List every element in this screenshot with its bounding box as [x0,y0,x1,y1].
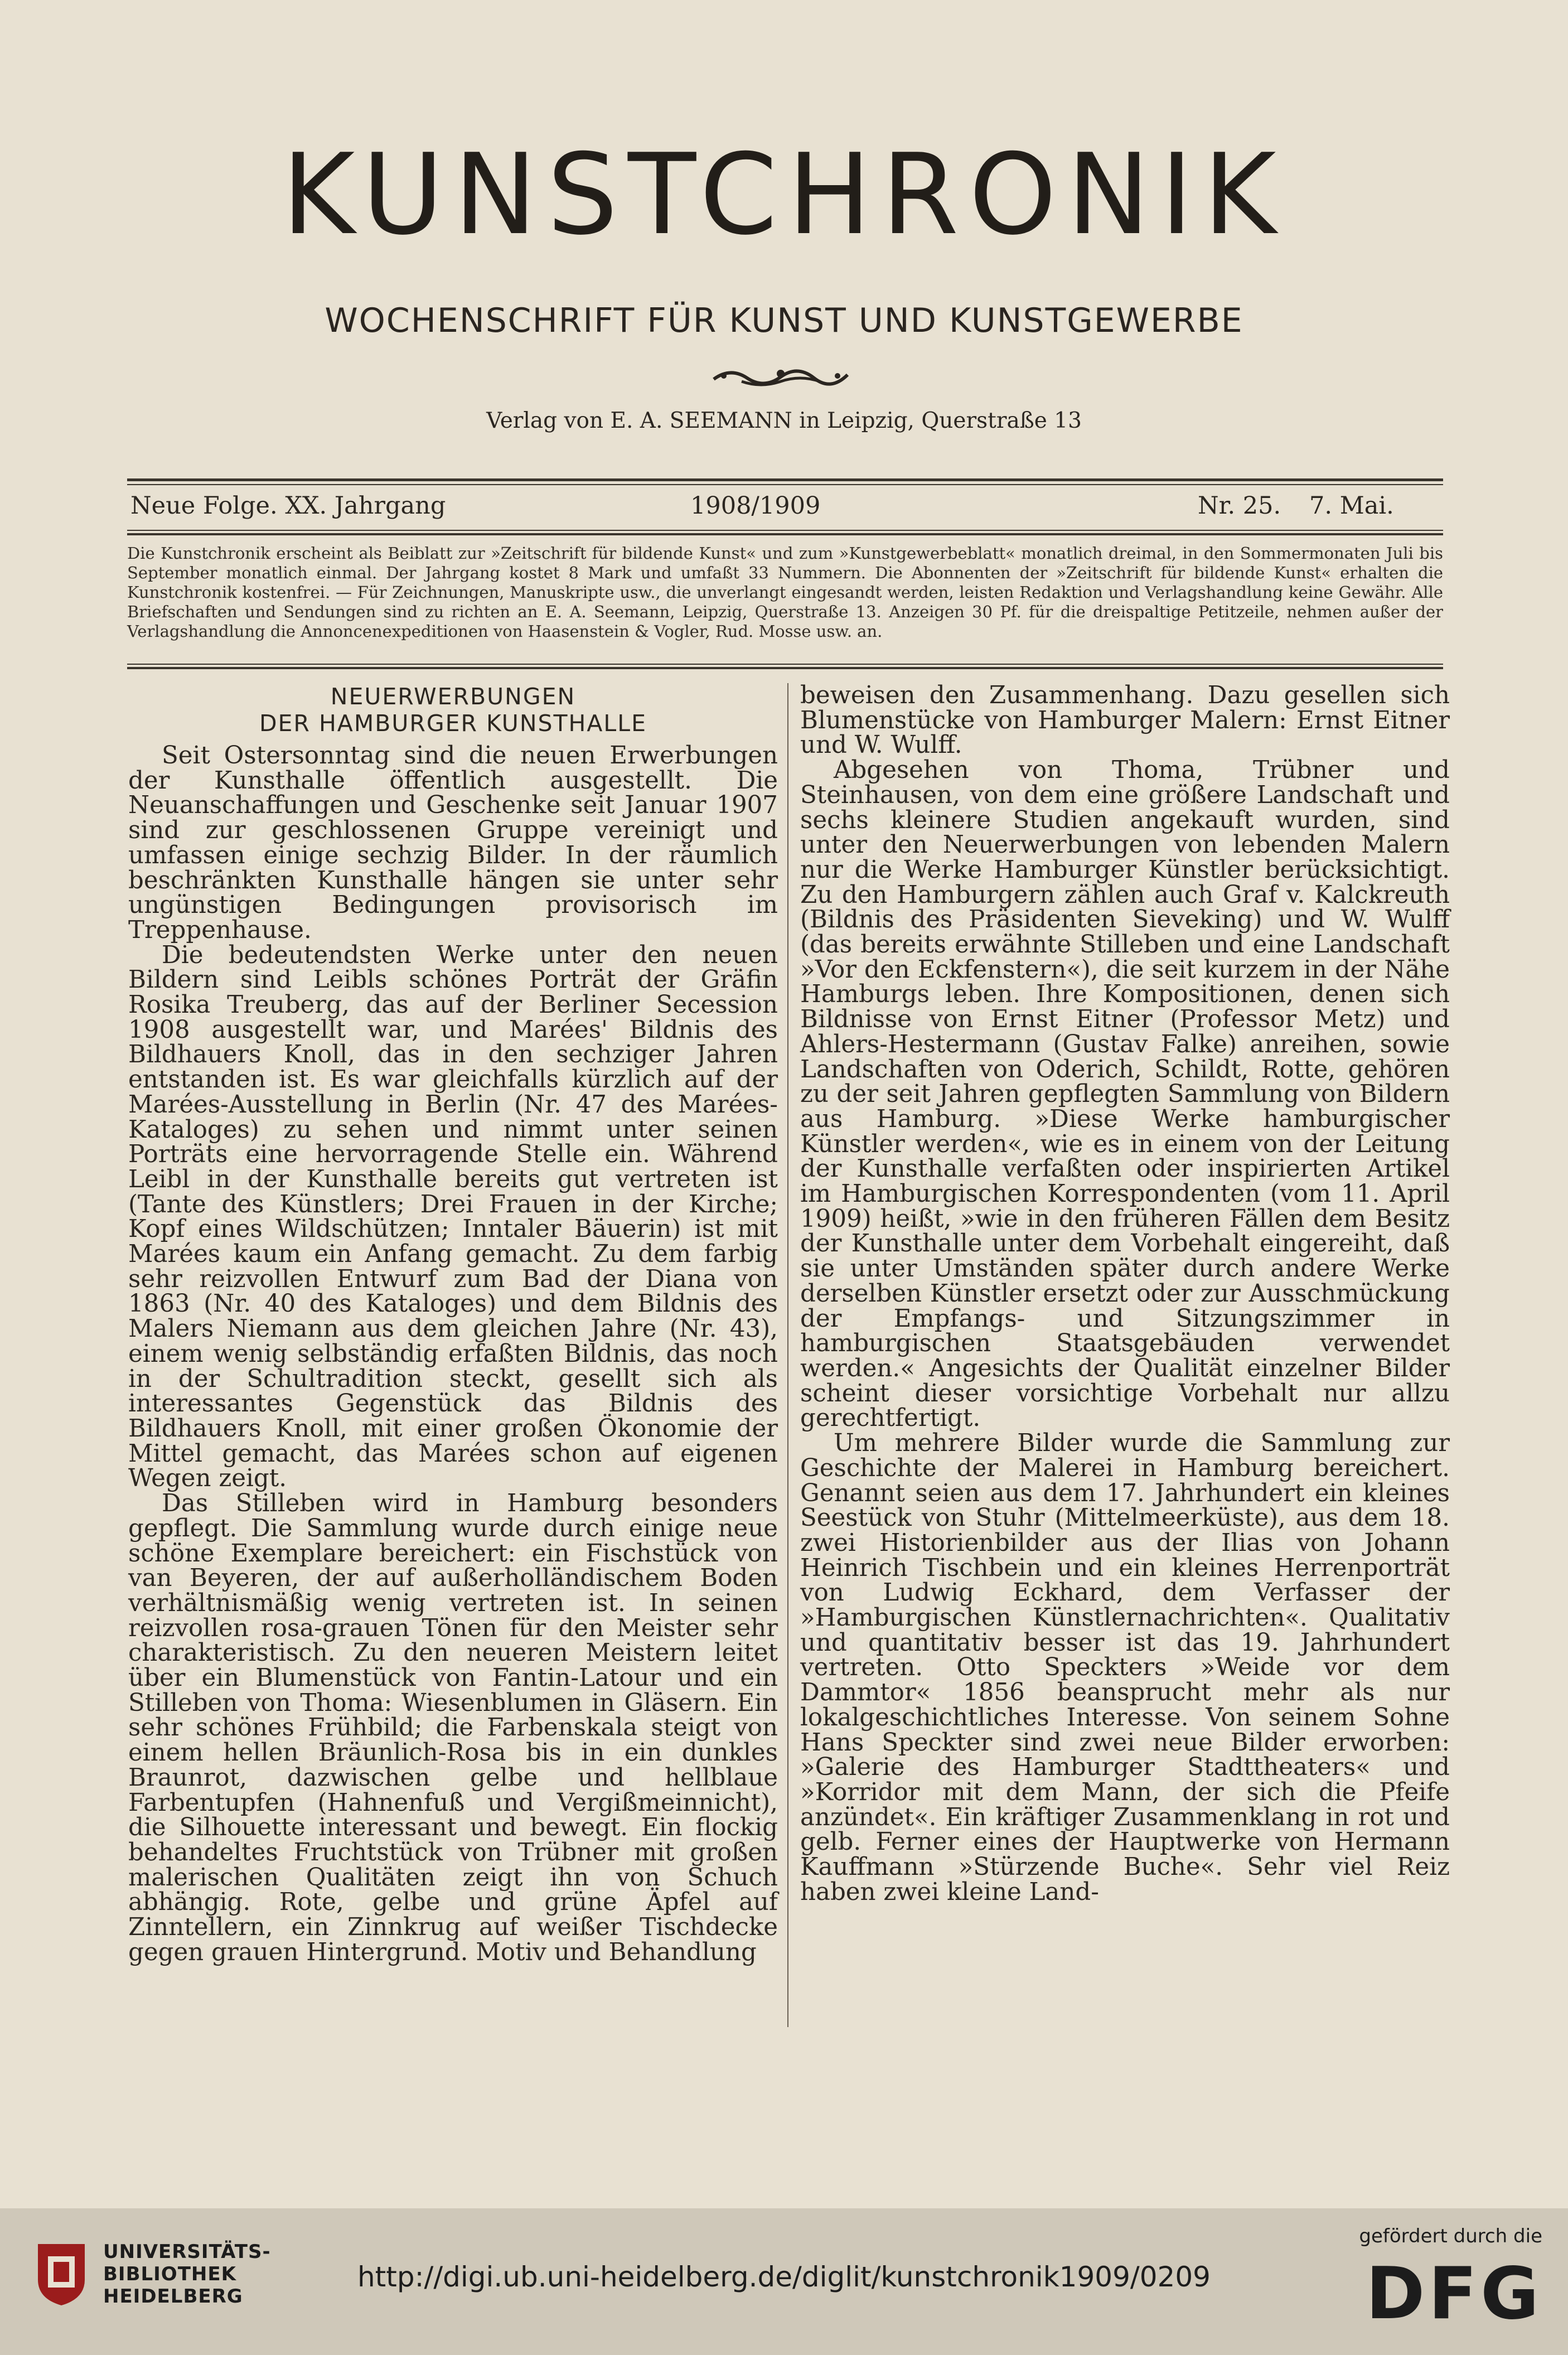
dfg-logo: DFG [1366,2252,1542,2335]
divider [127,664,1443,665]
issue-number: Nr. 25. [1198,492,1281,520]
subscription-notice: Die Kunstchronik erscheint als Beiblatt zur »Zeitschrift für bildende Kunst« und zum »Kunstgewerbeblatt« monatlich dreimal, in den Sommermonaten Juli bis September monatlich einmal. Der Jahrgang kostet 8 Mark und umfaßt 33 Nummern. Die Abonnenten der »Zeitschrift für bildende Kunst« erhalten die Kunstchronik kostenfrei. — Für Zeichnungen, Manuskripte usw., die unverlangt eingesandt werden, leisten Redaktion und Verlagshandlung keine Gewähr. Alle Briefschaften und Sendungen sind zu richten an E. A. Seemann, Leipzig, Querstraße 13. Anzeigen 30 Pf. für die dreispaltige Petitzeile, nehmen außer der Verlagshandlung die Annoncenexpeditionen von Haasenstein & Vogler, Rud. Mosse usw. an. [127,544,1443,641]
article-heading-line2: DER HAMBURGER KUNSTHALLE [259,710,647,737]
publisher-line: Verlag von E. A. SEEMANN in Leipzig, Querstraße 13 [486,408,1082,433]
masthead-title: KUNSTCHRONIK [282,130,1286,260]
divider [127,667,1443,669]
masthead-subtitle: WOCHENSCHRIFT FÜR KUNST UND KUNSTGEWERBE [325,301,1243,340]
article-heading-line1: NEUERWERBUNGEN [330,683,576,710]
article-column-right [800,683,1450,1904]
divider [127,484,1443,485]
article-column-left [128,683,778,1965]
digitization-footer [0,2208,1568,2355]
paragraph: Die bedeutendsten Werke unter den neuen Bildern sind Leibls schönes Porträt der Gräfin Rosika Treuberg, das auf der Berliner Secession 1908 ausgestellt war, und Marées' Bildnis des Bildhauers Knoll, das in den sechziger Jahren entstanden ist. Es war gleichfalls kürzlich auf der Marées-Ausstellung in Berlin (Nr. 47 des Marées-Kataloges) zu sehen und nimmt unter seinen Porträts eine hervorragende Stelle ein. Während Leibl in der Kunsthalle bereits gut vertreten ist (Tante des Künstlers; Drei Frauen in der Kirche; Kopf eines Wildschützen; Inntaler Bäuerin) ist mit Marées kaum ein Anfang gemacht. Zu dem farbig sehr reizvollen Entwurf zum Bad der Diana von 1863 (Nr. 40 des Kataloges) und dem Bildnis des Malers Niemann aus dem gleichen Jahre (Nr. 43), einem wenig selbständig erfaßten Bildnis, das noch in der Schultradition steckt, gesellt sich als interessantes Gegenstück das Bildnis des Bildhauers Knoll, mit einer großen Ökonomie der Mittel gemacht, das Marées schon auf eigenen Wegen zeigt. [128,941,778,1493]
source-url-link[interactable]: http://digi.ub.uni-heidelberg.de/diglit/kunstchronik1909/0209 [357,2261,1211,2293]
paragraph: Das Stilleben wird in Hamburg besonders gepflegt. Die Sammlung wurde durch einige neue schöne Exemplare bereichert: ein Fischstück von van Beyeren, der auf außerholländischem Boden verhältnismäßig wenig vertreten ist. In seinen reizvollen rosa-grauen Tönen für den Meister sehr charakteristisch. Zu den neueren Meistern leitet über ein Blumenstück von Fantin-Latour und ein Stilleben von Thoma: Wiesenblumen in Gläsern. Ein sehr schönes Frühbild; die Farbenskala steigt von einem hellen Bräunlich-Rosa bis in ein dunkles Braunrot, dazwischen gelbe und hellblaue Farbentupfen (Hahnenfuß und Vergißmeinnicht), die Silhouette interessant und bewegt. Ein flockig behandeltes Fruchtstück von Trübner mit großen malerischen Qualitäten zeigt ihn von Schuch abhängig. Rote, gelbe und grüne Äpfel auf Zinntellern, ein Zinnkrug auf weißer Tischdecke gegen grauen Hintergrund. Motiv und Behandlung [128,1490,778,1966]
article-heading [128,683,778,737]
divider [127,533,1443,535]
column-divider [787,683,788,2027]
issue-series: Neue Folge. XX. Jahrgang [130,492,446,520]
divider [127,478,1443,481]
issue-years: 1908/1909 [690,492,821,520]
issue-date: 7. Mai. [1309,492,1394,520]
funded-by-label: gefördert durch die [1359,2225,1542,2247]
divider [127,530,1443,531]
ornament-icon [708,362,853,390]
paragraph: Seit Ostersonntag sind die neuen Erwerbungen der Kunsthalle öffentlich ausgestellt. Die Neuanschaffungen und Geschenke seit Januar 1907 sind zur geschlossenen Gruppe vereinigt und umfassen einige sechzig Bilder. In der räumlich beschränkten Kunsthalle hängen sie unter sehr ungünstigen Bedingungen provisorisch im Treppenhause. [128,742,778,944]
paragraph: Abgesehen von Thoma, Trübner und Steinhausen, von dem eine größere Landschaft und sechs kleinere Studien angekauft wurden, sind unter den Neuerwerbungen von lebenden Malern nur die Werke Hamburger Künstler berücksichtigt. Zu den Hamburgern zählen auch Graf v. Kalckreuth (Bildnis des Präsidenten Sieveking) und W. Wulff (das bereits erwähnte Stilleben und eine Landschaft »Vor den Eckfenstern«), die seit kurzem in der Nähe Hamburgs leben. Ihre Kompositionen, denen sich Bildnisse von Ernst Eitner (Professor Metz) und Ahlers-Hestermann (Gustav Falke) anreihen, sowie Landschaften von Oderich, Schildt, Rotte, gehören zu der seit Jahren gepflegten Sammlung von Bildern aus Hamburg. »Diese Werke hamburgischer Künstler werden«, wie es in einem von der Leitung der Kunsthalle verfaßten oder inspirierten Artikel im Hamburgischen Korrespondenten (vom 11. April 1909) heißt, »wie in den früheren Fällen dem Besitz der Kunsthalle unter dem Vorbehalt eingereiht, daß sie unter Umständen später durch andere Werke derselben Künstler ersetzt oder zur Ausschmückung der Empfangs- und Sitzungszimmer in hamburgischen Staatsgebäuden verwendet werden.« Angesichts der Qualität einzelner Bilder scheint dieser vorsichtige Vorbehalt nur allzu gerechtfertigt. [800,756,1450,1433]
library-name: UNIVERSITÄTS- BIBLIOTHEK HEIDELBERG [103,2241,271,2308]
issue-info-row [127,492,1443,525]
paragraph: beweisen den Zusammenhang. Dazu gesellen sich Blumenstücke von Hamburger Malern: Ernst Eitner und W. Wulff. [800,681,1450,760]
paragraph: Um mehrere Bilder wurde die Sammlung zur Geschichte der Malerei in Hamburg bereichert. Genannt seien aus dem 17. Jahrhundert ein kleines Seestück von Stuhr (Mittelmeerküste), aus dem 18. zwei Historienbilder aus der Ilias von Johann Heinrich Tischbein und ein kleines Herrenporträt von Ludwig Eckhard, dem Verfasser der »Hamburgischen Künstlernachrichten«. Qualitativ und quantitativ besser ist das 19. Jahrhundert vertreten. Otto Speckters »Weide vor dem Dammtor« 1856 beansprucht mehr als nur lokalgeschichtliches Interesse. Von seinem Sohne Hans Speckter sind zwei neue Bilder erworben: »Galerie des Hamburger Stadttheaters« und »Korridor mit dem Mann, der sich die Pfeife anzündet«. Ein kräftiger Zusammenklang in rot und gelb. Ferner eines der Hauptwerke von Hermann Kauffmann »Stürzende Buche«. Sehr viel Reiz haben zwei kleine Land- [800,1429,1450,1906]
